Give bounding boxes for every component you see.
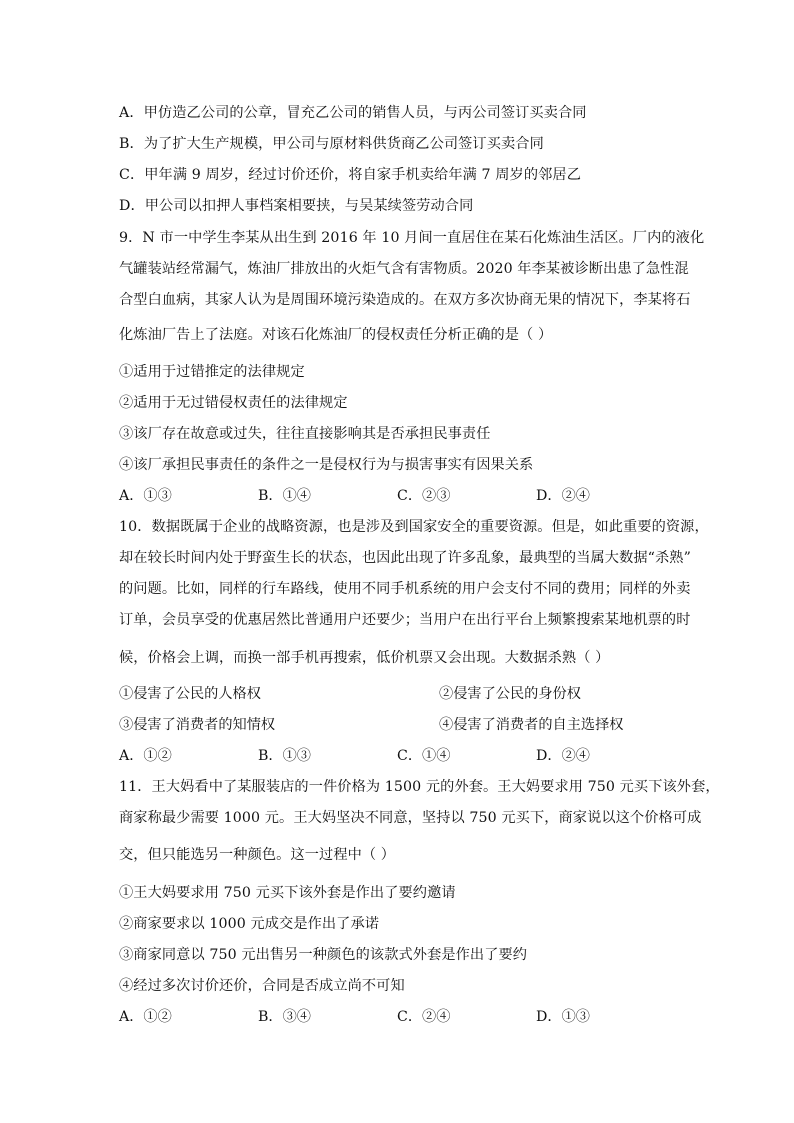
q10-choice-d: D．②④: [536, 748, 590, 764]
q10-stem-line: 却在较长时间内处于野蛮生长的状态，也因此出现了许多乱象，最典型的当属大数据“杀熟”: [119, 550, 691, 566]
q9-choice-c: C．②③: [397, 488, 451, 504]
q10-stem-line: 订单，会员享受的优惠居然比普通用户还要少；当用户在出行平台上频繁搜索某地机票的时: [119, 612, 691, 628]
q11-statement: ①王大妈要求用 750 元买下该外套是作出了要约邀请: [119, 885, 456, 901]
q10-stem-line: 10．数据既属于企业的战略资源，也是涉及到国家安全的重要资源。但是，如此重要的资源，: [119, 519, 709, 535]
q9-statement: ②适用于无过错侵权责任的法律规定: [119, 395, 348, 411]
q9-statement: ④该厂承担民事责任的条件之一是侵权行为与损害事实有因果关系: [119, 457, 534, 473]
q11-choice-c: C．②④: [397, 1009, 451, 1025]
q9-statement: ①适用于过错推定的法律规定: [119, 364, 305, 380]
q10-statement: ③侵害了消费者的知情权: [119, 717, 276, 733]
q9-choice-a: A．①③: [119, 488, 172, 504]
q9-stem-line: 化炼油厂告上了法庭。对该石化炼油厂的侵权责任分析正确的是（ ）: [119, 327, 553, 343]
q11-choices: [119, 1007, 679, 1027]
q9-choice-b: B．①④: [258, 488, 311, 504]
q9-choice-d: D．②④: [536, 488, 590, 504]
q11-choice-a: A．①②: [119, 1009, 172, 1025]
q8-option-c: C．甲年满 9 周岁，经过讨价还价，将自家手机卖给年满 7 周岁的邻居乙: [119, 167, 581, 183]
q11-choice-b: B．③④: [258, 1009, 311, 1025]
q10-choices: [119, 746, 679, 766]
q9-stem-line: 9．N 市一中学生李某从出生到 2016 年 10 月间一直居住在某石化炼油生活区。厂内的液化: [119, 230, 705, 246]
q9-statement: ③该厂存在故意或过失，往往直接影响其是否承担民事责任: [119, 426, 491, 442]
q8-option-a: A．甲仿造乙公司的公章，冒充乙公司的销售人员，与丙公司签订买卖合同: [119, 105, 587, 121]
q11-statement: ②商家要求以 1000 元成交是作出了承诺: [119, 916, 380, 932]
q10-statement: ④侵害了消费者的自主选择权: [439, 717, 624, 733]
q10-statements-row-2: [119, 715, 679, 735]
q11-stem-line: 11．王大妈看中了某服装店的一件价格为 1500 元的外套。王大妈要求用 750 元买下该外套，: [119, 779, 720, 795]
q10-statement: ①侵害了公民的人格权: [119, 686, 261, 702]
q9-stem-line: 合型白血病，其家人认为是周围环境污染造成的。在双方多次协商无果的情况下，李某将石: [119, 292, 691, 308]
q8-option-d: D．甲公司以扣押人事档案相要挟，与吴某续签劳动合同: [119, 198, 474, 214]
q9-stem-line: 气罐装站经常漏气，炼油厂排放出的火炬气含有害物质。2020 年李某被诊断出患了急性混: [119, 261, 689, 277]
q10-statements-row-1: [119, 684, 679, 704]
q10-choice-c: C．①④: [397, 748, 451, 764]
q10-choice-a: A．①②: [119, 748, 172, 764]
q10-choice-b: B．①③: [258, 748, 311, 764]
q10-stem-line: 的问题。比如，同样的行车路线，使用不同手机系统的用户会支付不同的费用；同样的外卖: [119, 581, 691, 597]
q10-statement: ②侵害了公民的身份权: [439, 686, 581, 702]
q11-choice-d: D．①③: [536, 1009, 590, 1025]
q9-choices: [119, 486, 679, 506]
q11-stem-line: 交，但只能选另一种颜色。这一过程中（ ）: [119, 847, 396, 863]
q11-statement: ③商家同意以 750 元出售另一种颜色的该款式外套是作出了要约: [119, 947, 528, 963]
q11-stem-line: 商家称最少需要 1000 元。王大妈坚决不同意，坚持以 750 元买下，商家说以这个价格可成: [119, 810, 702, 826]
q8-option-b: B．为了扩大生产规模，甲公司与原材料供货商乙公司签订买卖合同: [119, 136, 544, 152]
q11-statement: ④经过多次讨价还价，合同是否成立尚不可知: [119, 978, 405, 994]
q10-stem-line: 候，价格会上调，而换一部手机再搜索，低价机票又会出现。大数据杀熟（ ）: [119, 650, 610, 666]
